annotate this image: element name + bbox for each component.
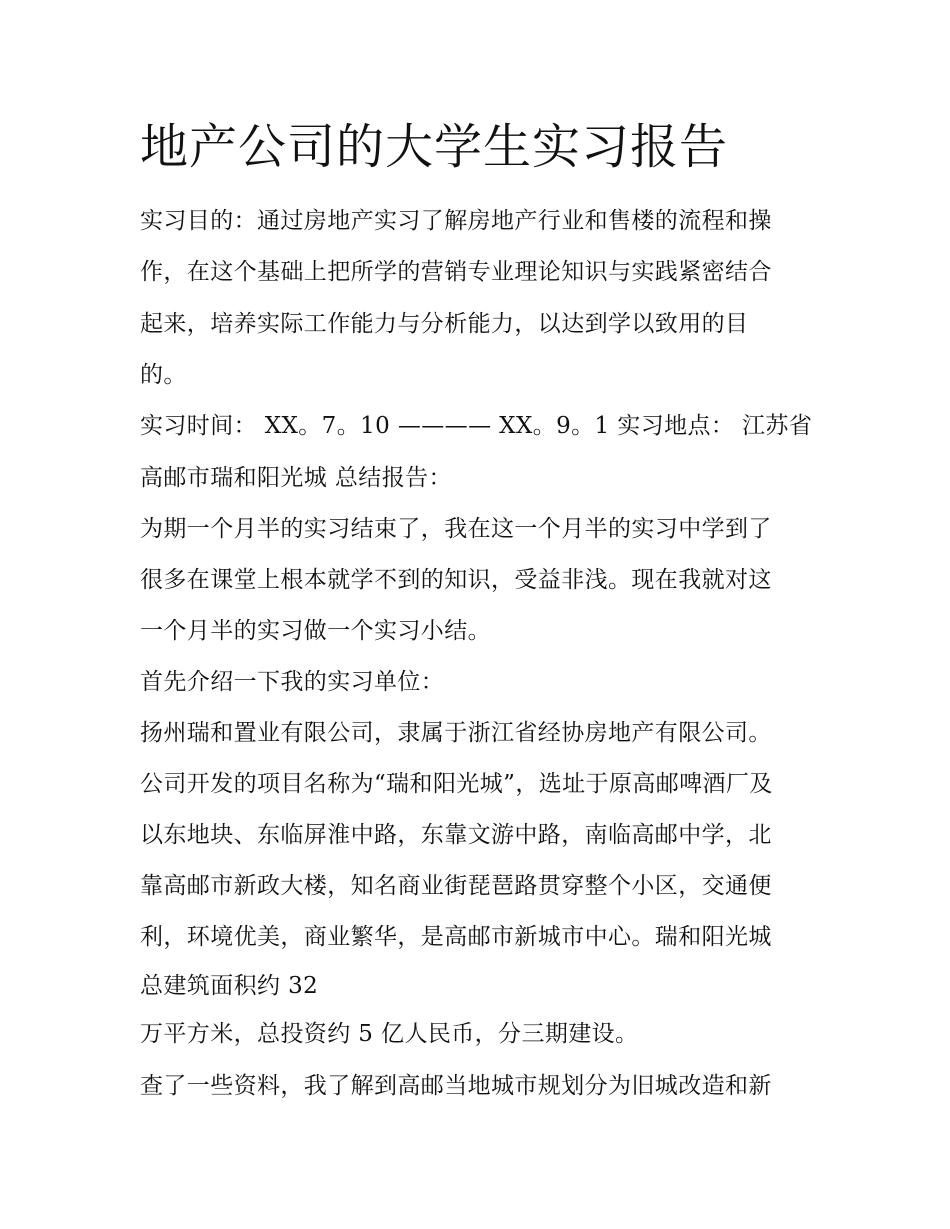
body-text-line: 很多在课堂上根本就学不到的知识，受益非浅。现在我就对这 bbox=[140, 567, 772, 593]
body-text-line: 实习时间： XX。7。10 ———— XX。9。1 实习地点： 江苏省 bbox=[140, 413, 813, 439]
body-text-line: 公司开发的项目名称为“瑞和阳光城”，选址于原高邮啤酒厂及 bbox=[140, 771, 773, 797]
body-text-line: 高邮市瑞和阳光城 总结报告： bbox=[140, 465, 452, 491]
body-text-line: 以东地块、东临屏淮中路，东靠文游中路，南临高邮中学，北 bbox=[140, 822, 772, 848]
body-text-line: 查了一些资料，我了解到高邮当地城市规划分为旧城改造和新 bbox=[140, 1073, 772, 1099]
body-text-line: 首先介绍一下我的实习单位： bbox=[140, 669, 445, 695]
body-text-line: 扬州瑞和置业有限公司，隶属于浙江省经协房地产有限公司。 bbox=[140, 720, 772, 746]
body-text-line: 起来，培养实际工作能力与分析能力，以达到学以致用的目 bbox=[140, 311, 749, 337]
body-text-line: 作，在这个基础上把所学的营销专业理论知识与实践紧密结合 bbox=[140, 259, 772, 285]
body-text-line: 一个月半的实习做一个实习小结。 bbox=[140, 618, 491, 644]
body-text-line: 万平方米，总投资约 5 亿人民币，分三期建设。 bbox=[140, 1021, 639, 1047]
body-text-line: 为期一个月半的实习结束了，我在这一个月半的实习中学到了 bbox=[140, 516, 772, 542]
body-text-line: 总建筑面积约 32 bbox=[140, 973, 319, 999]
body-text-line: 靠高邮市新政大楼，知名商业街琵琶路贯穿整个小区，交通便 bbox=[140, 873, 772, 899]
body-text-line: 实习目的：通过房地产实习了解房地产行业和售楼的流程和操 bbox=[140, 208, 772, 234]
body-text-line: 利，环境优美，商业繁华，是高邮市新城市中心。瑞和阳光城 bbox=[140, 924, 772, 950]
document-title: 地产公司的大学生实习报告 bbox=[140, 119, 729, 175]
body-text-line: 的。 bbox=[140, 362, 187, 388]
